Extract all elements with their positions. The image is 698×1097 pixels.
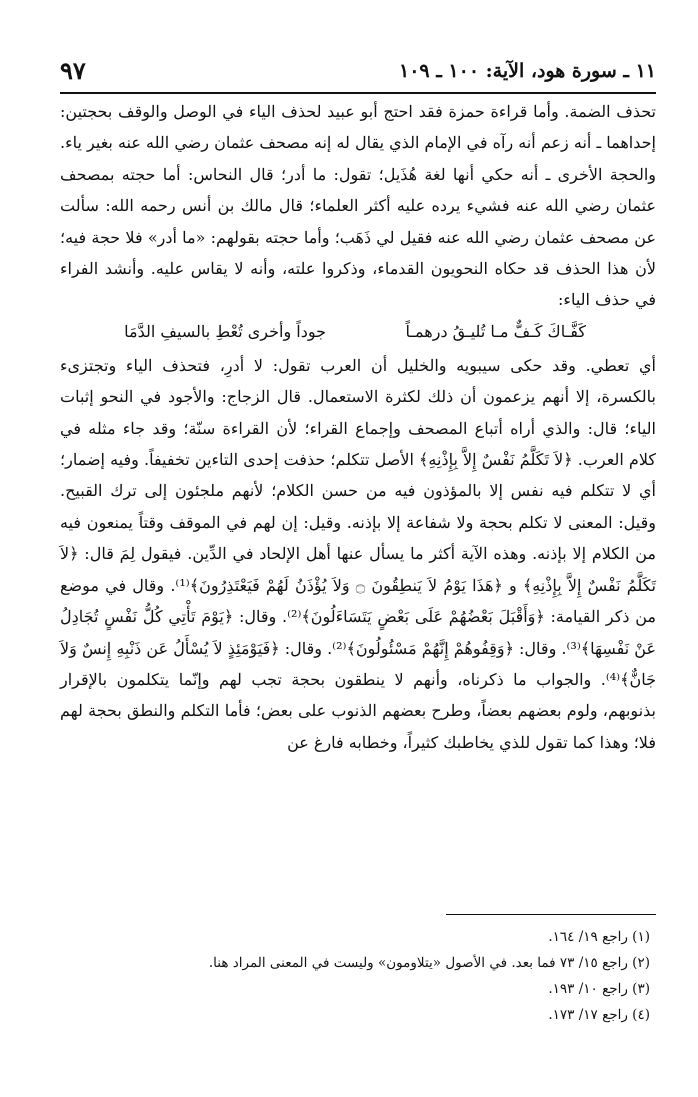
footnote-rule <box>446 914 656 915</box>
footnote-2: (٢) راجع ١٥/ ٧٣ فما بعد. في الأصول «يتلاومون» وليست في المعنى المراد هنا. <box>208 955 650 971</box>
verse-hemistich-1: كَفَّـاكَ كَـفٌّ مـا تُليـقُ درهمـاً <box>405 321 586 341</box>
footnote-1: (١) راجع ١٩/ ١٦٤. <box>548 929 650 945</box>
footnotes <box>60 924 650 1028</box>
running-head: ١١ ـ سورة هود، الآية: ١٠٠ ـ ١٠٩ <box>398 60 656 82</box>
footnote-3: (٣) راجع ١٠/ ١٩٣. <box>548 981 650 997</box>
footnote-4: (٤) راجع ١٧/ ١٧٣. <box>548 1007 650 1023</box>
poetry-verse <box>60 316 656 350</box>
page-header <box>60 54 656 94</box>
paragraph-1: تحذف الضمة. وأما قراءة حمزة فقد احتج أبو عبيد لحذف الياء في الوصل والوقف بحجتين: إحداهما ـ أنه زعم أنه رآه في الإمام الذي يقال له إنه مصحف عثمان رضي الله عنه بغير ياء. والحجة الأخرى ـ أنه حكي أنها لغة هُذَيل؛ تقول: ما أدر؛ قال النحاس: أما حجته بمصحف عثمان رضي الله عنه فشيء يرده عليه أكثر العلماء؛ قال مالك بن أنس رحمه الله: سألت عن مصحف عثمان رضي الله عنه فقيل لي ذَهَب؛ وأما حجته بقولهم: «ما أدر» فلا حجة فيه؛ لأن هذا الحذف قد حكاه النحويون القدماء، وذكروا علته، وأنه لا يقاس عليه. وأنشد الفراء في حذف الياء: <box>60 102 657 310</box>
verse-hemistich-2: جوداً وأخرى تُعْطِ بالسيفِ الدَّمَا <box>124 321 326 341</box>
paragraph-2: أي تعطي. وقد حكى سيبويه والخليل أن العرب تقول: لا أدرِ، فتحذف الياء وتجتزىء بالكسرة، إلا أنهم يزعمون أن ذلك لكثرة الاستعمال. قال الزجاج: والأجود في النحو إثبات الياء؛ قال: والذي أراه أتباع المصحف وإجماع القراء؛ لأن القراءة سنّة؛ وقد جاء مثله في كلام العرب. ﴿لاَ تَكَلَّمُ نَفْسٌ إِلاَّ بِإِذْنِهِ﴾ الأصل تتكلم؛ حذفت إحدى التاءين تخفيفاً. وفيه إضمار؛ أي لا تتكلم فيه نفس إلا بالمؤذون فيه من حسن الكلام؛ لأنهم ملجئون إلى ترك القبيح. وقيل: المعنى لا تكلم بحجة ولا شفاعة إلا بإذنه. وقيل: إن لهم في الموقف وقتاً يمنعون فيه من الكلام إلا بإذنه. وهذه الآية أكثر ما يسأل عنها أهل الإلحاد في الدِّين. فيقول لِمَ قال: ﴿لاَ تَكَلَّمُ نَفْسٌ إِلاَّ بِإِذْنِهِ﴾ و ﴿هَذَا يَوْمُ لاَ يَنطِقُونَ ۝ وَلاَ يُؤْذَنُ لَهُمْ فَيَعْتَذِرُونَ﴾⁽¹⁾. وقال في موضع من ذكر القيامة: ﴿وَأَقْبَلَ بَعْضُهُمْ عَلَى بَعْضٍ يَتَسَاءَلُونَ﴾⁽²⁾. وقال: ﴿يَوْمَ تَأْتِي كُلُّ نَفْسٍ تُجَادِلُ عَنْ نَفْسِهَا﴾⁽³⁾. وقال: ﴿وَقِفُوهُمْ إِنَّهُمْ مَسْئُولُونَ﴾⁽²⁾. وقال: ﴿فَيَوْمَئِذٍ لاَ يُسْأَلُ عَن ذَنْبِهِ إِنسٌ وَلاَ جَانٌّ﴾⁽⁴⁾. والجواب ما ذكرناه، وأنهم لا ينطقون بحجة تجب لهم وإنّما يتكلمون بالإقرار بذنوبهم، ولوم بعضهم بعضاً، وطرح بعضهم الذنوب على بعض؛ فأما التكلم والنطق بحجة لهم فلا؛ وهذا كما تقول للذي يخاطبك كثيراً، وخطابه فارغ عن <box>60 355 657 752</box>
header-rule <box>60 92 656 94</box>
page-number: ٩٧ <box>60 56 86 85</box>
main-text <box>60 96 656 758</box>
